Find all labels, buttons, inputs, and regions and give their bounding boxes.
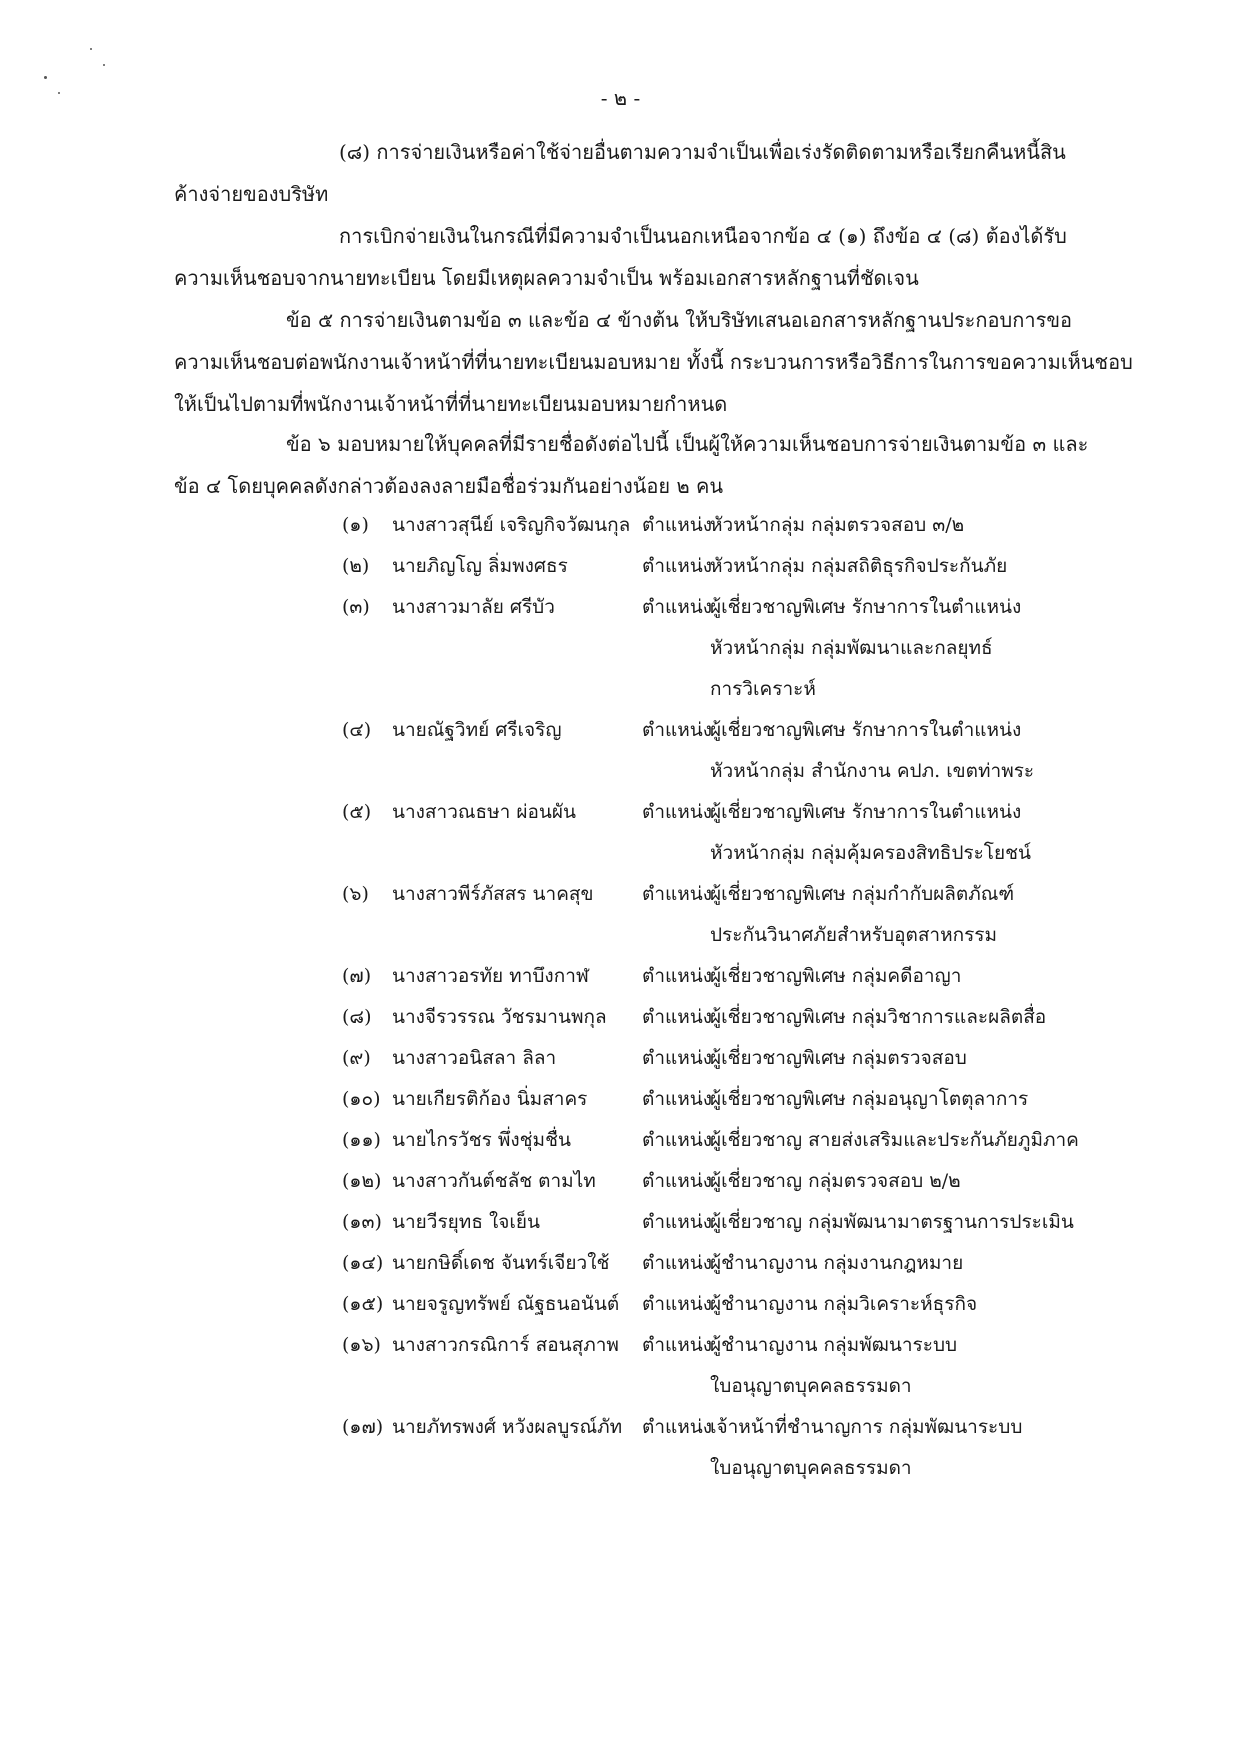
paragraph-line: ข้อ ๕ การจ่ายเงินตามข้อ ๓ และข้อ ๔ ข้างต้น ให้บริษัทเสนอเอกสารหลักฐานประกอบการขอ (286, 308, 1073, 332)
position-label: ตำแหน่ง (642, 596, 713, 618)
person-number: (๓) (342, 596, 370, 618)
person-entry (174, 1120, 1134, 1161)
person-position (710, 997, 1130, 1038)
person-entry (174, 546, 1134, 587)
position-line: ผู้ชำนาญงาน กลุ่มพัฒนาระบบ (710, 1334, 958, 1356)
position-line: ผู้เชี่ยวชาญพิเศษ กลุ่มกำกับผลิตภัณฑ์ (710, 883, 1015, 905)
person-name: นางสาวพีร์ภัสสร นาคสุข (392, 883, 594, 905)
position-label: ตำแหน่ง (642, 1416, 713, 1438)
person-entry (174, 1038, 1134, 1079)
person-name: นายไกรวัชร พึ่งชุ่มชื่น (392, 1129, 571, 1151)
position-line: หัวหน้ากลุ่ม กลุ่มสถิติธุรกิจประกันภัย (710, 555, 1008, 577)
person-entry (174, 874, 1134, 956)
person-name: นายจรูญทรัพย์ ณัฐธนอนันต์ (392, 1293, 620, 1315)
person-name: นางสาวกันต์ชลัช ตามไท (392, 1170, 596, 1192)
person-position (710, 710, 1130, 792)
person-number: (๑๗) (342, 1416, 384, 1438)
person-number: (๑๑) (342, 1129, 381, 1151)
person-name: นายกษิดิ์เดช จันทร์เจียวใช้ (392, 1252, 610, 1274)
person-name: นางสาวกรณิการ์ สอนสุภาพ (392, 1334, 619, 1356)
person-name: นางสาวอนิสลา ลิลา (392, 1047, 557, 1069)
paragraph-exception-approval (174, 215, 1069, 299)
person-number: (๔) (342, 719, 372, 741)
person-name: นางสาวอรทัย ทาบึงกาฬ (392, 965, 589, 987)
person-entry (174, 587, 1134, 710)
paragraph-line: ความเห็นชอบต่อพนักงานเจ้าหน้าที่ที่นายทะเบียนมอบหมาย ทั้งนี้ กระบวนการหรือวิธีการในการขอความเห็นชอบ (174, 350, 1133, 374)
person-entry (174, 1202, 1134, 1243)
position-line: หัวหน้ากลุ่ม กลุ่มคุ้มครองสิทธิประโยชน์ (710, 842, 1032, 864)
position-line: ผู้เชี่ยวชาญพิเศษ กลุ่มตรวจสอบ (710, 1047, 967, 1069)
scan-speck (44, 76, 47, 79)
position-label: ตำแหน่ง (642, 883, 713, 905)
person-name: นางสาวณธษา ผ่อนผัน (392, 801, 576, 823)
person-entry (174, 1325, 1134, 1407)
position-label: ตำแหน่ง (642, 965, 713, 987)
position-line: ผู้เชี่ยวชาญ กลุ่มพัฒนามาตรฐานการประเมิน (710, 1211, 1074, 1233)
person-entry (174, 1284, 1134, 1325)
person-entry (174, 710, 1134, 792)
position-label: ตำแหน่ง (642, 1170, 713, 1192)
position-line: หัวหน้ากลุ่ม กลุ่มตรวจสอบ ๓/๒ (710, 514, 965, 536)
person-position (710, 1161, 1130, 1202)
position-line: ผู้เชี่ยวชาญ กลุ่มตรวจสอบ ๒/๒ (710, 1170, 961, 1192)
person-number: (๑๐) (342, 1088, 381, 1110)
person-position (710, 505, 1130, 546)
person-name: นายวีรยุทธ ใจเย็น (392, 1211, 540, 1233)
person-number: (๑) (342, 514, 369, 536)
person-entry (174, 1243, 1134, 1284)
person-entry (174, 1161, 1134, 1202)
person-number: (๑๔) (342, 1252, 384, 1274)
position-line: ผู้เชี่ยวชาญพิเศษ รักษาการในตำแหน่ง (710, 801, 1022, 823)
person-number: (๕) (342, 801, 372, 823)
paragraph-line: การเบิกจ่ายเงินในกรณีที่มีความจำเป็นนอกเหนือจากข้อ ๔ (๑) ถึงข้อ ๔ (๘) ต้องได้รับ (339, 224, 1067, 248)
person-position (710, 546, 1130, 587)
person-entry (174, 792, 1134, 874)
position-line: เจ้าหน้าที่ชำนาญการ กลุ่มพัฒนาระบบ (710, 1416, 1023, 1438)
person-position (710, 1407, 1130, 1489)
position-line: ผู้ชำนาญงาน กลุ่มวิเคราะห์ธุรกิจ (710, 1293, 978, 1315)
scan-speck (103, 64, 105, 66)
person-name: นายณัฐวิทย์ ศรีเจริญ (392, 719, 562, 741)
person-number: (๑๒) (342, 1170, 382, 1192)
position-label: ตำแหน่ง (642, 1006, 713, 1028)
position-label: ตำแหน่ง (642, 719, 713, 741)
position-label: ตำแหน่ง (642, 514, 713, 536)
position-label: ตำแหน่ง (642, 1334, 713, 1356)
person-number: (๗) (342, 965, 372, 987)
paragraph-line: ความเห็นชอบจากนายทะเบียน โดยมีเหตุผลความจำเป็น พร้อมเอกสารหลักฐานที่ชัดเจน (174, 266, 919, 290)
position-line: ผู้เชี่ยวชาญพิเศษ กลุ่มวิชาการและผลิตสื่อ (710, 1006, 1047, 1028)
position-line: ผู้เชี่ยวชาญพิเศษ รักษาการในตำแหน่ง (710, 596, 1022, 618)
authorized-persons-list (174, 505, 1134, 1489)
person-position (710, 1079, 1130, 1120)
position-line: ผู้เชี่ยวชาญพิเศษ รักษาการในตำแหน่ง (710, 719, 1022, 741)
person-number: (๑๕) (342, 1293, 384, 1315)
position-line: ผู้ชำนาญงาน กลุ่มงานกฎหมาย (710, 1252, 964, 1274)
person-position (710, 1284, 1130, 1325)
person-position (710, 1243, 1130, 1284)
position-line: การวิเคราะห์ (710, 678, 816, 700)
person-entry (174, 505, 1134, 546)
person-name: นายภิญโญ ลิ่มพงศธร (392, 555, 568, 577)
person-name: นางสาวมาลัย ศรีบัว (392, 596, 555, 618)
position-line: ใบอนุญาตบุคคลธรรมดา (710, 1375, 912, 1397)
position-line: ประกันวินาศภัยสำหรับอุตสาหกรรม (710, 924, 998, 946)
paragraph-line: ค้างจ่ายของบริษัท (174, 182, 329, 206)
person-name: นายภัทรพงศ์ หวังผลบูรณ์ภัท (392, 1416, 623, 1438)
person-entry (174, 997, 1134, 1038)
paragraph-line: (๘) การจ่ายเงินหรือค่าใช้จ่ายอื่นตามความจำเป็นเพื่อเร่งรัดติดตามหรือเรียกคืนหนี้สิน (339, 140, 1066, 164)
paragraph-clause-5 (174, 299, 1133, 425)
person-position (710, 1120, 1130, 1161)
paragraph-line: ข้อ ๖ มอบหมายให้บุคคลที่มีรายชื่อดังต่อไปนี้ เป็นผู้ให้ความเห็นชอบการจ่ายเงินตามข้อ ๓ และ (286, 432, 1089, 456)
position-label: ตำแหน่ง (642, 555, 713, 577)
position-line: ผู้เชี่ยวชาญพิเศษ กลุ่มคดีอาญา (710, 965, 962, 987)
position-label: ตำแหน่ง (642, 1047, 713, 1069)
person-number: (๘) (342, 1006, 372, 1028)
paragraph-line: ให้เป็นไปตามที่พนักงานเจ้าหน้าที่ที่นายทะเบียนมอบหมายกำหนด (174, 392, 728, 416)
position-label: ตำแหน่ง (642, 1293, 713, 1315)
person-position (710, 1202, 1130, 1243)
position-label: ตำแหน่ง (642, 1129, 713, 1151)
person-entry (174, 1079, 1134, 1120)
position-label: ตำแหน่ง (642, 1211, 713, 1233)
paragraph-item-8 (174, 131, 1069, 215)
person-name: นางสาวสุนีย์ เจริญกิจวัฒนกุล (392, 514, 631, 536)
person-position (710, 1325, 1130, 1407)
person-position (710, 956, 1130, 997)
position-line: หัวหน้ากลุ่ม กลุ่มพัฒนาและกลยุทธ์ (710, 637, 993, 659)
paragraph-clause-6 (174, 423, 1089, 507)
position-label: ตำแหน่ง (642, 1088, 713, 1110)
person-number: (๑๖) (342, 1334, 381, 1356)
person-number: (๒) (342, 555, 370, 577)
person-position (710, 1038, 1130, 1079)
person-position (710, 874, 1130, 956)
person-entry (174, 956, 1134, 997)
person-name: นางจีรวรรณ วัชรมานพกุล (392, 1006, 607, 1028)
position-line: ผู้เชี่ยวชาญ สายส่งเสริมและประกันภัยภูมิภาค (710, 1129, 1079, 1151)
position-label: ตำแหน่ง (642, 1252, 713, 1274)
person-position (710, 587, 1130, 710)
position-line: ผู้เชี่ยวชาญพิเศษ กลุ่มอนุญาโตตุลาการ (710, 1088, 1029, 1110)
person-number: (๖) (342, 883, 369, 905)
person-name: นายเกียรติก้อง นิ่มสาคร (392, 1088, 588, 1110)
scan-speck (90, 48, 92, 50)
position-line: หัวหน้ากลุ่ม สำนักงาน คปภ. เขตท่าพระ (710, 760, 1035, 782)
page-number: - ๒ - (600, 86, 641, 110)
person-entry (174, 1407, 1134, 1489)
paragraph-line: ข้อ ๔ โดยบุคคลดังกล่าวต้องลงลายมือชื่อร่วมกันอย่างน้อย ๒ คน (174, 474, 724, 498)
person-position (710, 792, 1130, 874)
person-number: (๑๓) (342, 1211, 382, 1233)
person-number: (๙) (342, 1047, 371, 1069)
position-label: ตำแหน่ง (642, 801, 713, 823)
position-line: ใบอนุญาตบุคคลธรรมดา (710, 1457, 912, 1479)
